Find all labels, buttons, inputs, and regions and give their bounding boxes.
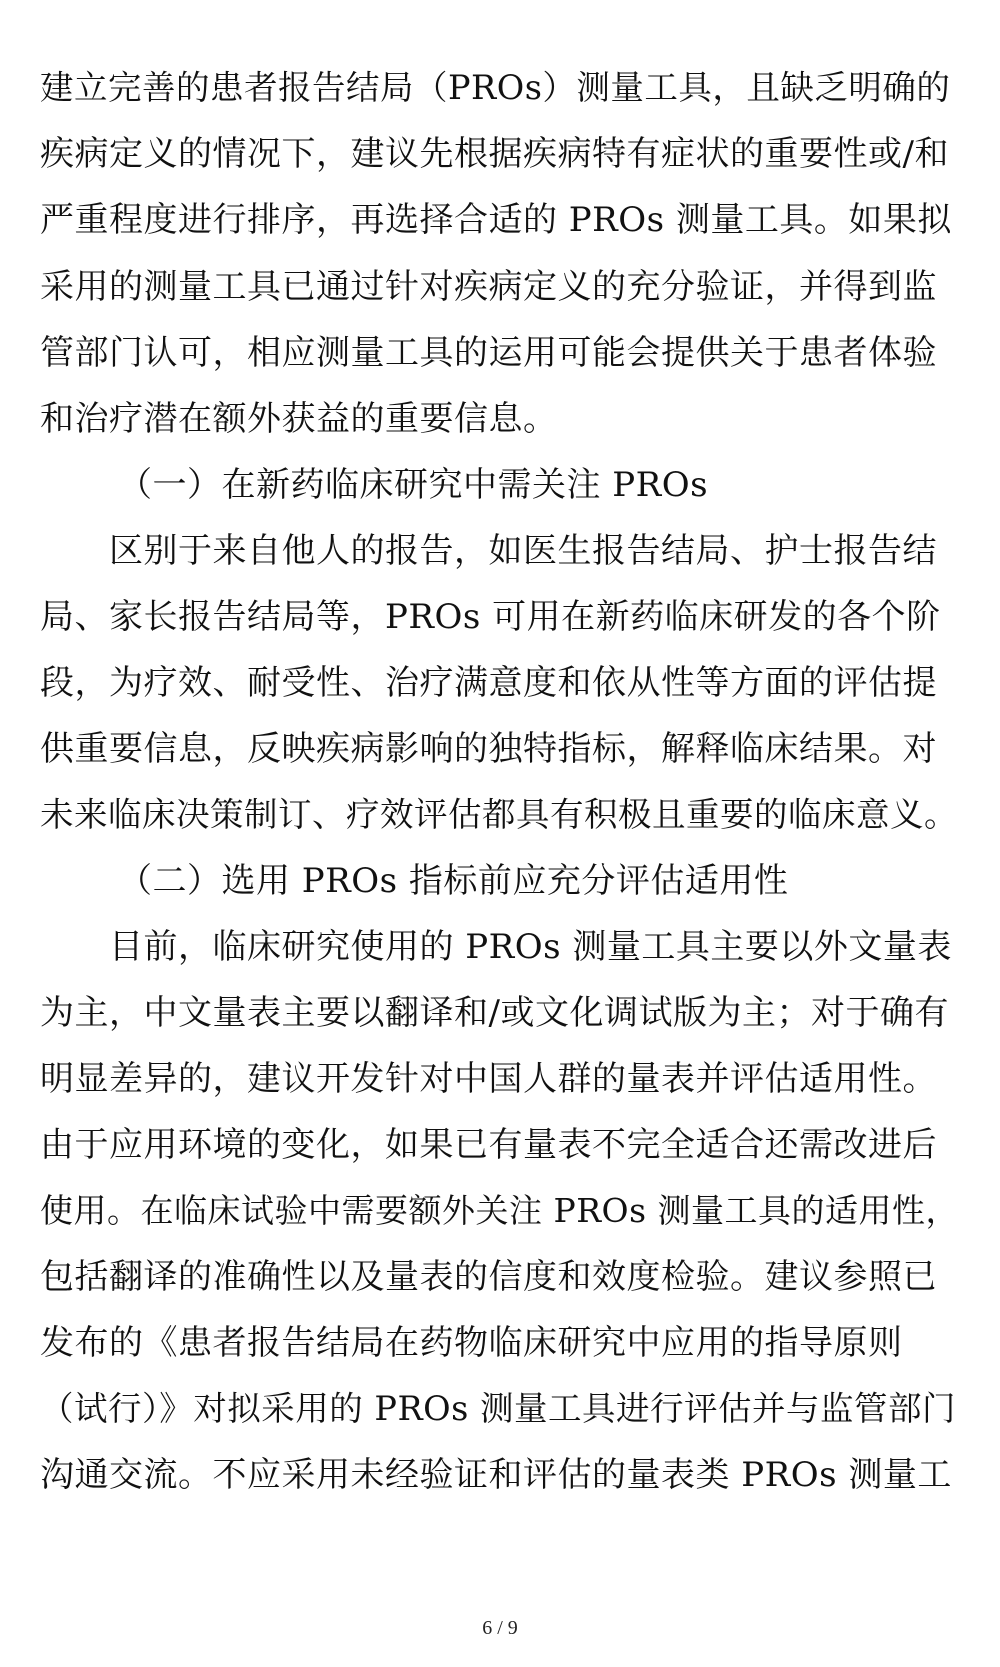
page-number: 6 / 9 (482, 1617, 518, 1639)
text-line: 严重程度进行排序，再选择合适的 PROs 测量工具。如果拟 (40, 200, 952, 240)
section-heading-2: （二）选用 PROs 指标前应充分评估适用性 (118, 861, 789, 901)
text-line: 和治疗潜在额外获益的重要信息。 (40, 399, 558, 439)
text-line: 使用。在临床试验中需要额外关注 PROs 测量工具的适用性， (40, 1191, 960, 1230)
text-line: 目前，临床研究使用的 PROs 测量工具主要以外文量表 (40, 927, 952, 967)
text-line: 区别于来自他人的报告，如医生报告结局、护士报告结 (40, 531, 937, 571)
text-line: 由于应用环境的变化，如果已有量表不完全适合还需改进后 (40, 1125, 937, 1165)
text-line: 局、家长报告结局等，PROs 可用在新药临床研发的各个阶 (40, 597, 941, 637)
text-line: 建立完善的患者报告结局（PROs）测量工具，且缺乏明确的 (40, 68, 951, 107)
text-line: 供重要信息，反映疾病影响的独特指标，解释临床结果。对 (40, 729, 937, 769)
text-line: （试行）》对拟采用的 PROs 测量工具进行评估并与监管部门 (40, 1389, 956, 1428)
text-line: 包括翻译的准确性以及量表的信度和效度检验。建议参照已 (40, 1257, 937, 1297)
text-line: 管部门认可，相应测量工具的运用可能会提供关于患者体验 (40, 333, 937, 373)
text-line: 段，为疗效、耐受性、治疗满意度和依从性等方面的评估提 (40, 663, 937, 703)
section-heading-1: （一）在新药临床研究中需关注 PROs (118, 465, 709, 505)
text-line: 未来临床决策制订、疗效评估都具有积极且重要的临床意义。 (40, 795, 958, 834)
text-line: 明显差异的，建议开发针对中国人群的量表并评估适用性。 (40, 1059, 937, 1099)
text-line: 采用的测量工具已通过针对疾病定义的充分验证，并得到监 (40, 267, 937, 307)
text-line: 发布的《患者报告结局在药物临床研究中应用的指导原则 (40, 1323, 903, 1363)
text-line: 沟通交流。不应采用未经验证和评估的量表类 PROs 测量工 (40, 1455, 952, 1495)
text-line: 为主，中文量表主要以翻译和/或文化调试版为主；对于确有 (40, 993, 949, 1033)
text-line: 疾病定义的情况下，建议先根据疾病特有症状的重要性或/和 (40, 134, 949, 174)
